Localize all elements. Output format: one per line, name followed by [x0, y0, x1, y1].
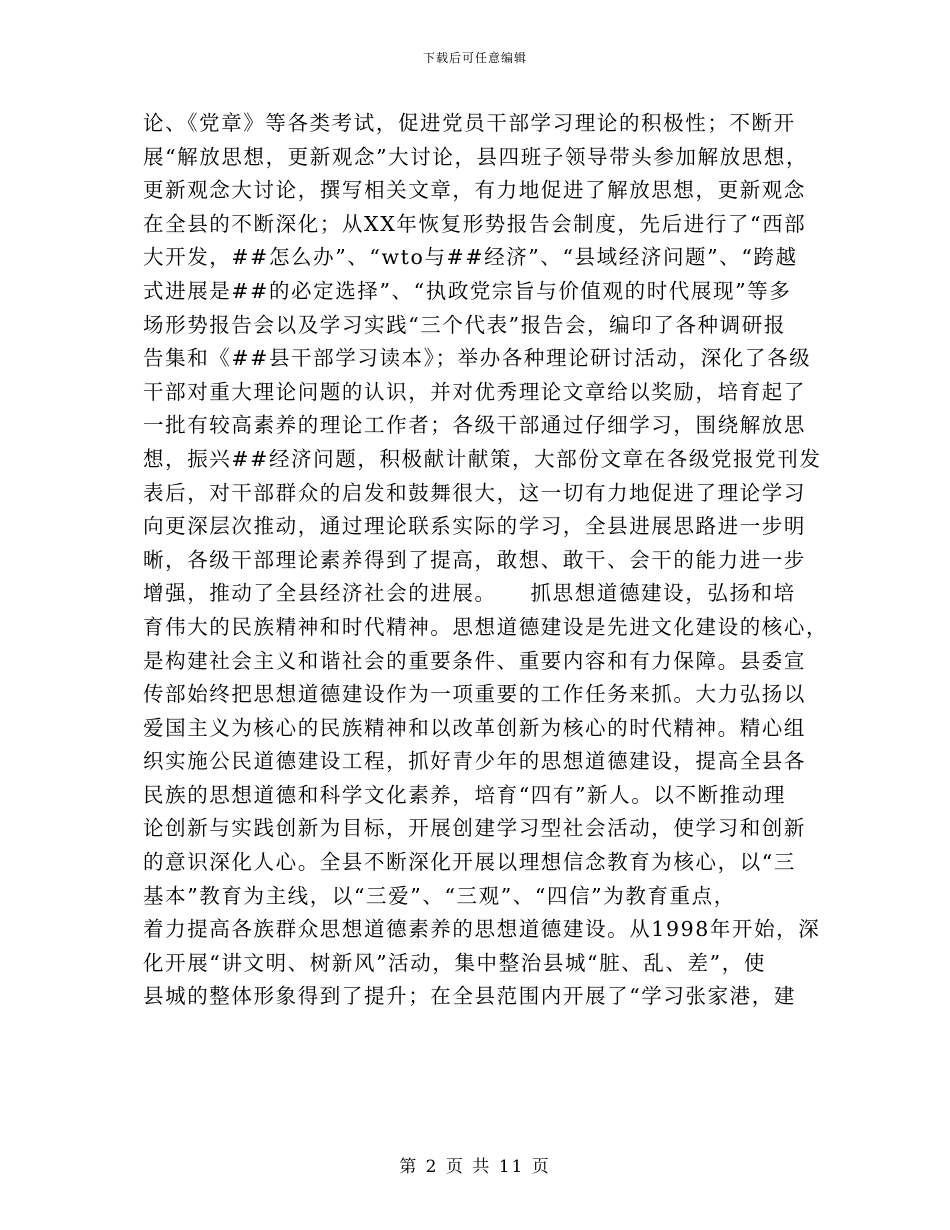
body-line: 民族的思想道德和科学文化素养，培育“四有”新人。以不断推动理 [143, 782, 786, 807]
body-line: 增强，推动了全县经济社会的进展。 抓思想道德建设，弘扬和培 [143, 581, 796, 606]
body-line: 论创新与实践创新为目标，开展创建学习型社会活动，使学习和创新 [143, 816, 806, 841]
body-line: 论、《党章》等各类考试，促进党员干部学习理论的积极性；不断开 [143, 111, 796, 135]
body-line: 的意识深化人心。全县不断深化开展以理想信念教育为核心，以“三 [143, 850, 796, 875]
body-line: 基本”教育为主线，以“三爱”、“三观”、“四信”为教育重点， [143, 883, 736, 908]
body-line: 传部始终把思想道德建设作为一项重要的工作任务来抓。大力弘扬以 [143, 682, 806, 707]
body-line: 更新观念大讨论，撰写相关文章，有力地促进了解放思想，更新观念 [143, 178, 806, 203]
page-footer: 第 2 页 共 11 页 [399, 1157, 551, 1177]
body-line: 场形势报告会以及学习实践“三个代表”报告会，编印了各种调研报 [143, 312, 786, 337]
body-line: 爱国主义为核心的民族精神和以改革创新为核心的时代精神。精心组 [143, 715, 806, 740]
body-line: 大开发，##怎么办”、“wto与##经济”、“县域经济问题”、“跨越 [143, 245, 798, 270]
body-line: 在全县的不断深化；从XX年恢复形势报告会制度，先后进行了“西部 [143, 211, 807, 236]
body-line: 县城的整体形象得到了提升；在全县范围内开展了“学习张家港，建 [143, 984, 796, 1009]
body-line: 是构建社会主义和谐社会的重要条件、重要内容和有力保障。县委宣 [143, 648, 806, 673]
body-line: 式进展是##的必定选择”、“执政党宗旨与价值观的时代展现”等多 [143, 278, 792, 303]
document-body [143, 107, 829, 1014]
body-line: 向更深层次推动，通过理论联系实际的学习，全县进展思路进一步明 [143, 514, 806, 539]
body-line: 告集和《##县干部学习读本》；举办各种理论研讨活动，深化了各级 [143, 346, 812, 371]
body-line: 展“解放思想，更新观念”大讨论，县四班子领导带头参加解放思想， [143, 144, 809, 169]
body-line: 想，振兴##经济问题，积极献计献策，大部份文章在各级党报党刊发 [143, 446, 822, 471]
body-line: 着力提高各族群众思想道德素养的思想道德建设。从1998年开始，深 [143, 917, 821, 942]
body-line: 干部对重大理论问题的认识，并对优秀理论文章给以奖励，培育起了 [143, 379, 806, 404]
body-line: 一批有较高素养的理论工作者；各级干部通过仔细学习，围绕解放思 [143, 413, 806, 438]
body-line: 化开展“讲文明、树新风”活动，集中整治县城“脏、乱、差”，使 [143, 950, 766, 975]
body-line: 晰，各级干部理论素养得到了提高，敢想、敢干、会干的能力进一步 [143, 547, 806, 572]
page-header: 下载后可任意编辑 [422, 51, 527, 65]
body-line: 织实施公民道德建设工程，抓好青少年的思想道德建设，提高全县各 [143, 749, 806, 774]
body-line: 表后，对干部群众的启发和鼓舞很大，这一切有力地促进了理论学习 [143, 480, 806, 505]
body-line: 育伟大的民族精神和时代精神。思想道德建设是先进文化建设的核心， [143, 614, 829, 639]
